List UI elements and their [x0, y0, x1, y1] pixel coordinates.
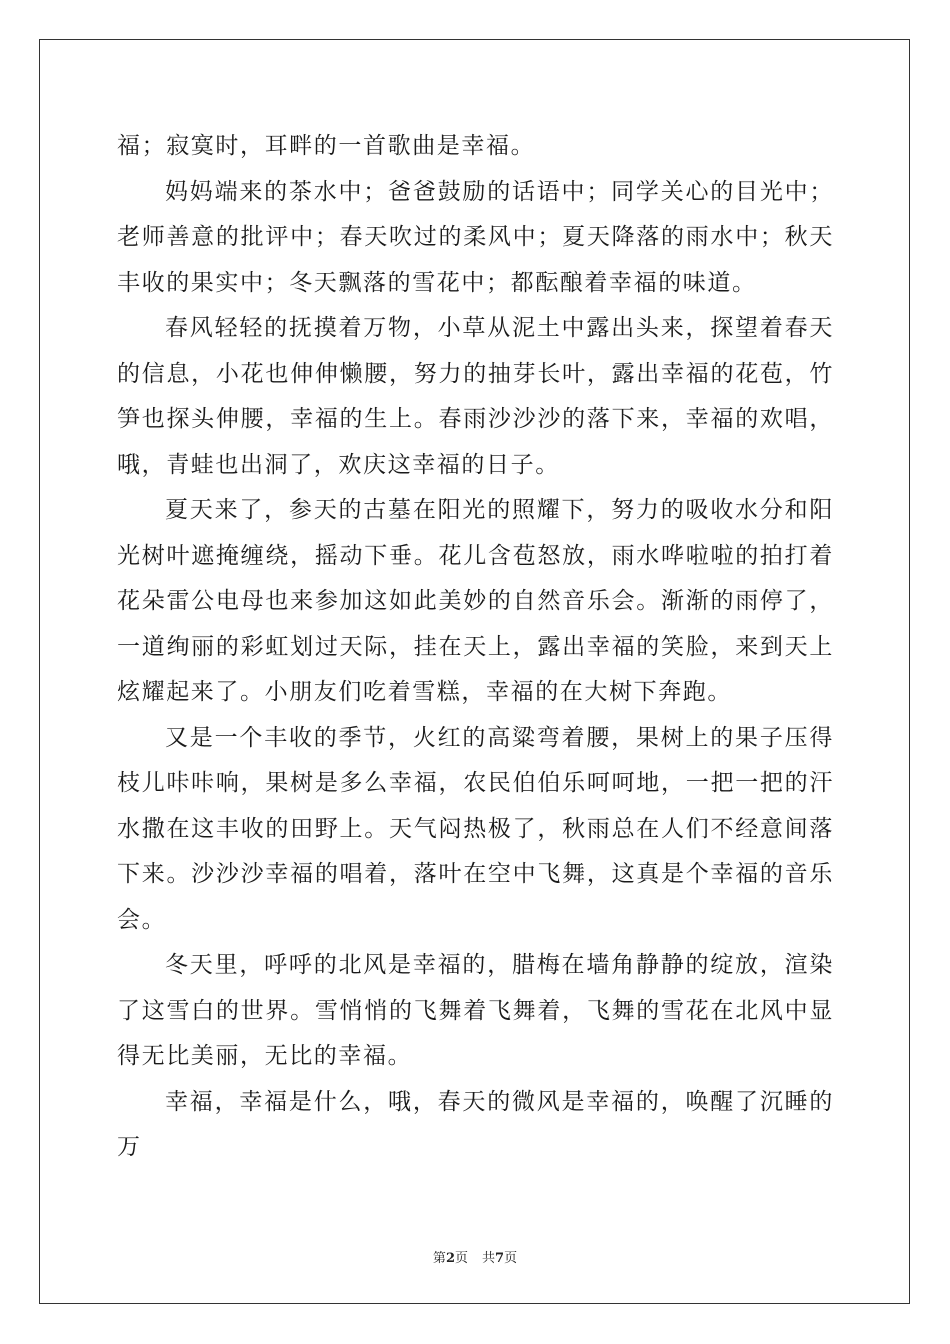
page-number: 第2页 [432, 1251, 468, 1266]
paragraph-4: 夏天来了，参天的古墓在阳光的照耀下，努力的吸收水分和阳光树叶遮掩缠绕，摇动下垂。花儿含苞怒放，雨水哗啦啦的拍打着花朵雷公电母也来参加这如此美妙的自然音乐会。渐渐的雨停了，一道绚丽的彩虹划过天际，挂在天上，露出幸福的笑脸，来到天上炫耀起来了。小朋友们吃着雪糕，幸福的在大树下奔跑。 [117, 497, 834, 705]
document-body [117, 124, 834, 1171]
paragraph-2: 妈妈端来的茶水中；爸爸鼓励的话语中；同学关心的目光中；老师善意的批评中；春天吹过的柔风中；夏天降落的雨水中；秋天丰收的果实中；冬天飘落的雪花中；都酝酿着幸福的味道。 [117, 178, 834, 296]
paragraph-1: 福；寂寞时，耳畔的一首歌曲是幸福。 [117, 133, 536, 159]
paragraph-7: 幸福，幸福是什么，哦，春天的微风是幸福的，唤醒了沉睡的万 [117, 1088, 834, 1160]
paragraph-3: 春风轻轻的抚摸着万物，小草从泥土中露出头来，探望着春天的信息，小花也伸伸懒腰，努力的抽芽长叶，露出幸福的花苞，竹笋也探头伸腰，幸福的生上。春雨沙沙沙的落下来，幸福的欢唱，哦，青蛙也出洞了，欢庆这幸福的日子。 [117, 315, 834, 478]
paragraph-6: 冬天里，呼呼的北风是幸福的，腊梅在墙角静静的绽放，渲染了这雪白的世界。雪悄悄的飞舞着飞舞着，飞舞的雪花在北风中显得无比美丽，无比的幸福。 [117, 952, 834, 1069]
page-footer [0, 1247, 950, 1266]
paragraph-5: 又是一个丰收的季节，火红的高粱弯着腰，果树上的果子压得枝儿咔咔响，果树是多么幸福，农民伯伯乐呵呵地，一把一把的汗水撒在这丰收的田野上。天气闷热极了，秋雨总在人们不经意间落下来。沙沙沙幸福的唱着，落叶在空中飞舞，这真是个幸福的音乐会。 [117, 724, 834, 933]
page-total: 共7页 [482, 1251, 518, 1266]
